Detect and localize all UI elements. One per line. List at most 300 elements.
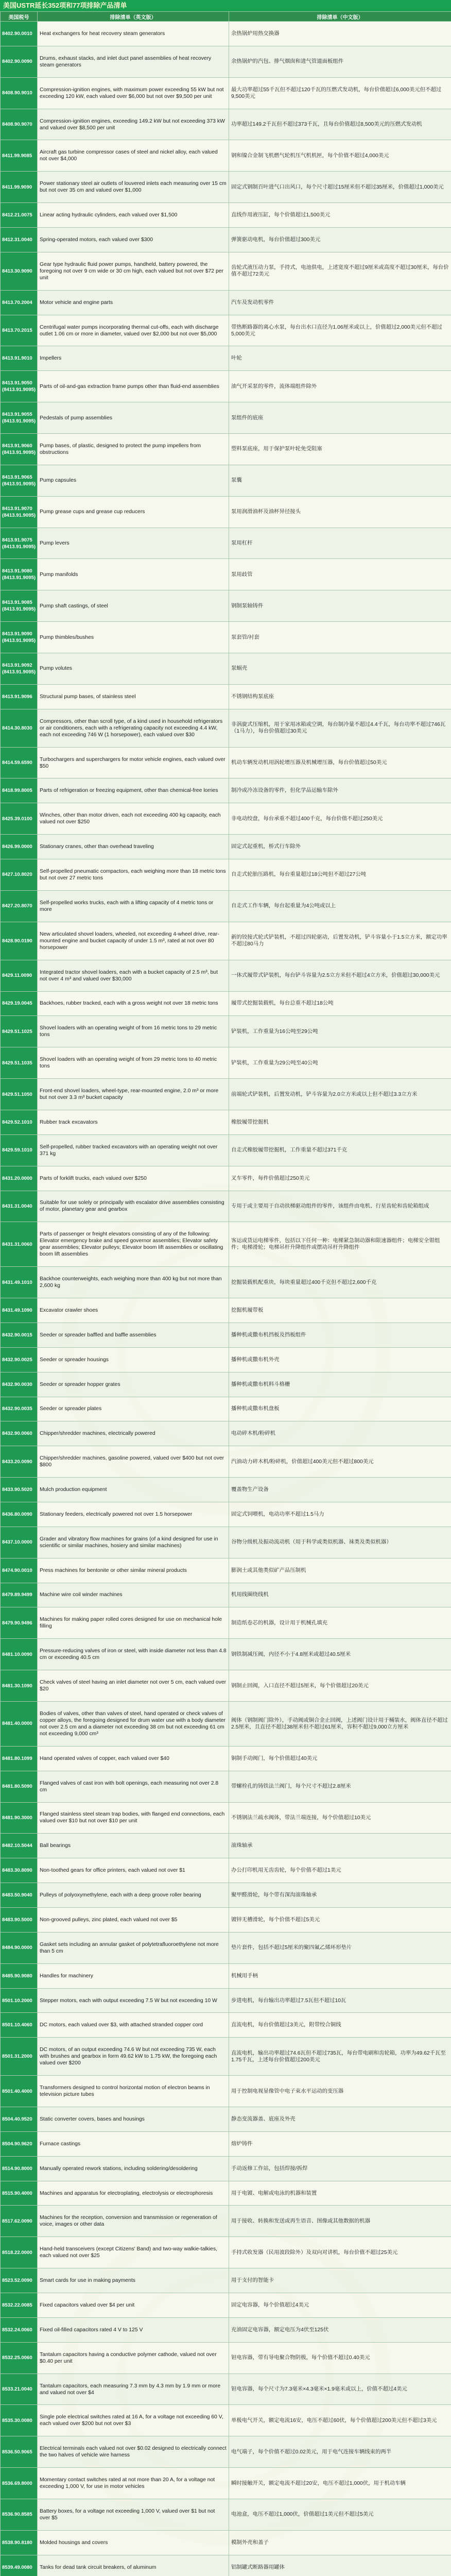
description-cn: 前端轮式铲装机，后置发动机，铲斗容量为2.0立方米或以上但不超过3.3立方米 <box>229 1079 451 1110</box>
table-row <box>1 1110 451 1134</box>
table-row <box>1 1372 451 1397</box>
hts-code: 8501.40.4000 <box>1 2076 38 2107</box>
description-en: Front-end shovel loaders, wheel-type, rear-mounted engine, 2.0 m³ or more but not over 3.3 m³ bucket capacity <box>38 1079 229 1110</box>
table-row <box>1 1134 451 1166</box>
table-row <box>1 2237 451 2268</box>
hts-code: 8431.49.1090 <box>1 1298 38 1323</box>
description-cn: 办公打印机用无齿齿轮，每个价值不超过1美元 <box>229 1858 451 1883</box>
hts-code: 8427.20.8070 <box>1 890 38 922</box>
description-en: Excavator crawler shoes <box>38 1298 229 1323</box>
table-row <box>1 2342 451 2374</box>
table-row <box>1 290 451 315</box>
description-cn: 手持式收发器（民用波段除外）及双向对讲机，每台价值不超过25美元 <box>229 2237 451 2268</box>
hts-code: 8402.90.0010 <box>1 22 38 46</box>
description-cn: 带螺栓孔的铸铁法兰阀门，每个尺寸不超过2.8厘米 <box>229 1771 451 1802</box>
description-cn: 齿轮式液压动力泵，手持式，电池供电，上述宽度不超过9厘米或高度不超过30厘米，每台价值不超过72美元 <box>229 252 451 290</box>
hts-code: 8501.10.4060 <box>1 2013 38 2038</box>
description-cn: 挖掘装载机配重块，每块重量超过400千克但不超过2,600千克 <box>229 1267 451 1298</box>
table-row <box>1 1397 451 1421</box>
description-cn: 泵用杠杆 <box>229 528 451 559</box>
description-en: Transformers designed to control horizontal motion of electron beams in television picture tubes <box>38 2076 229 2107</box>
description-cn: 步进电机，每台输出功率超过7.5瓦但不超过10瓦 <box>229 1988 451 2013</box>
description-en: Shovel loaders with an operating weight of from 29 metric tons to 40 metric tons <box>38 1047 229 1079</box>
table-row <box>1 684 451 709</box>
hts-code: 8429.19.0045 <box>1 991 38 1016</box>
description-en: Pump grease cups and grease cup reducers <box>38 496 229 528</box>
description-en: Single pole electrical switches rated at 16 A, for a voltage not exceeding 60 V, each valued over $200 but not over $3 <box>38 2405 229 2436</box>
hts-code: 8536.50.9065 <box>1 2436 38 2468</box>
table-row <box>1 1527 451 1558</box>
description-cn: 滚珠轴承 <box>229 1834 451 1858</box>
description-en: Chipper/shredder machines, gasoline powered, valued over $400 but not over $800 <box>38 1446 229 1478</box>
description-en: Linear acting hydraulic cylinders, each valued over $1,500 <box>38 203 229 228</box>
table-row <box>1 960 451 991</box>
hts-code: 8431.31.0040 <box>1 1191 38 1222</box>
description-en: Molded housings and covers <box>38 2530 229 2555</box>
description-cn: 余热锅炉用热交换器 <box>229 22 451 46</box>
table-row <box>1 1670 451 1702</box>
table-row <box>1 2038 451 2076</box>
hts-code: 8402.90.0090 <box>1 46 38 77</box>
hts-code: 8408.90.9010 <box>1 77 38 109</box>
description-en: Hand-held transceivers (except Citizens' Band) and two-way walkie-talkies, each valued not over $25 <box>38 2237 229 2268</box>
description-cn: 油气开采泵的零件，流体端组件除外 <box>229 371 451 402</box>
description-en: Parts of passenger or freight elevators consisting of any of the following: Elevator emergency brake and speed governor assemblies; Elevator safety gear assemblies; Elevator pulleys; Elevator boom lift assemblies or oscillating boom lift assemblies <box>38 1222 229 1267</box>
table-row <box>1 2107 451 2132</box>
table-row <box>1 1421 451 1446</box>
hts-code: 8433.90.5020 <box>1 1478 38 1502</box>
hts-code: 8414.30.8030 <box>1 709 38 747</box>
hts-code: 8432.90.0015 <box>1 1323 38 1347</box>
hts-code: 8408.90.9070 <box>1 109 38 140</box>
hts-code: 8523.52.0090 <box>1 2268 38 2293</box>
table-row <box>1 803 451 835</box>
description-cn: 阀体（钢制阀门除外），手动阀或铜合金止回阀，上述阀门设计用于桶装水，阀体直径不超过2.5厘米，且直径不超过38厘米但不超过61厘米，容积不超过9,000立方厘米 <box>229 1701 451 1746</box>
description-cn: 铲装机，工作重量为29公吨至40公吨 <box>229 1047 451 1079</box>
description-en: DC motors, of an output exceeding 74.6 W but not exceeding 735 W, each with brushes and gearbox in form 49.62 kW to 1.75 kW, the foregoing each valued over $200 <box>38 2038 229 2076</box>
table-row <box>1 228 451 252</box>
description-en: Gear type hydraulic fluid power pumps, handheld, battery powered, the foregoing not over 9 cm wide or 30 cm high, each valued but not over $72 per unit <box>38 252 229 290</box>
hts-code: 8413.30.9090 <box>1 252 38 290</box>
table-row <box>1 1639 451 1670</box>
description-cn: 橡胶履带挖掘机 <box>229 1110 451 1134</box>
table-row <box>1 1988 451 2013</box>
table-row <box>1 1478 451 1502</box>
description-cn: 钢制泵轴铸件 <box>229 590 451 622</box>
hts-code: 8414.59.6590 <box>1 747 38 778</box>
description-cn: 用于电镀、电解或电泳的机器和装置 <box>229 2181 451 2206</box>
hts-code: 8539.49.0080 <box>1 2555 38 2576</box>
description-cn: 静态变流器盖、底座及外壳 <box>229 2107 451 2132</box>
description-cn: 单极电气开关，额定电流16安，电压不超过60伏，每个价值超过200美元但不超过3美元 <box>229 2405 451 2436</box>
description-en: Pump capsules <box>38 465 229 496</box>
hts-code: 8533.21.0040 <box>1 2374 38 2405</box>
description-en: Manually operated rework stations, including soldering/desoldering <box>38 2156 229 2181</box>
table-row <box>1 2156 451 2181</box>
description-en: Gasket sets including an annular gasket of polytetrafluoroethylene not more than 5 cm <box>38 1932 229 1963</box>
description-en: Backhoes, rubber tracked, each with a gross weight not over 18 metric tons <box>38 991 229 1016</box>
table-row <box>1 2499 451 2531</box>
table-row <box>1 1047 451 1079</box>
description-cn: 泵组件的底座 <box>229 402 451 434</box>
description-en: Machines for making paper rolled cores designed for use on mechanical hole filling <box>38 1607 229 1639</box>
description-cn: 塑料泵底座，用于保护泵叶轮免受阻塞 <box>229 434 451 465</box>
description-en: Press machines for bentonite or other similar mineral products <box>38 1558 229 1583</box>
description-en: Parts of refrigeration or freezing equipment, other than chemical-free lorries <box>38 778 229 803</box>
hts-code: 8479.89.9499 <box>1 1583 38 1607</box>
description-en: Bodies of valves, other than valves of steel, hand operated or check valves of copper alloys, the foregoing designed for drum water use with a body diameter not over 2.5 cm and a diameter not exceeding 38 cm but not exceeding 61 cm not exceeding 9,000 cm³ <box>38 1701 229 1746</box>
hts-code: 8437.10.0000 <box>1 1527 38 1558</box>
table-row <box>1 747 451 778</box>
description-cn: 叉车零件，每件价值超过250美元 <box>229 1166 451 1191</box>
description-en: Centrifugal water pumps incorporating thermal cut-offs, each with discharge outlet 1.06 cm or more in diameter, valued over $2,000 but not over $5,000 <box>38 315 229 346</box>
table-row <box>1 2374 451 2405</box>
description-en: Rubber track excavators <box>38 1110 229 1134</box>
description-cn: 制冷或冷冻设备的零件，但化学品运输车除外 <box>229 778 451 803</box>
description-en: Integrated tractor shovel loaders, each with a bucket capacity of 2.5 m³, but not over 4 m³ and valued over $30,000 <box>38 960 229 991</box>
table-row <box>1 1701 451 1746</box>
description-en: Self-propelled pneumatic compactors, each weighing more than 18 metric tons but not over 27 metric tons <box>38 859 229 891</box>
hts-code: 8432.90.0060 <box>1 1421 38 1446</box>
description-en: Structural pump bases, of stainless steel <box>38 684 229 709</box>
description-cn: 播种机或撒布机盘板 <box>229 1397 451 1421</box>
table-row <box>1 1883 451 1908</box>
hts-code: 8413.91.9092 (8413.91.9095) <box>1 653 38 685</box>
description-cn: 用于控制电视显像管中电子束水平运动的变压器 <box>229 2076 451 2107</box>
table-row <box>1 1908 451 1933</box>
table-row <box>1 2206 451 2237</box>
description-en: Machine wire coil winder machines <box>38 1583 229 1607</box>
hts-code: 8428.90.0190 <box>1 922 38 960</box>
description-en: Backhoe counterweights, each weighing more than 400 kg but not more than 2,600 kg <box>38 1267 229 1298</box>
description-cn: 铜制手动阀门，每个价值超过40美元 <box>229 1746 451 1771</box>
hts-code: 8425.39.0100 <box>1 803 38 835</box>
description-en: Handles for machinery <box>38 1963 229 1988</box>
hts-code: 8413.91.9050 (8413.91.9095) <box>1 371 38 402</box>
description-en: Non-grooved pulleys, zinc plated, each valued not over $5 <box>38 1908 229 1933</box>
hts-code: 8504.40.9520 <box>1 2107 38 2132</box>
table-row <box>1 559 451 590</box>
hts-code: 8518.22.0000 <box>1 2237 38 2268</box>
hts-code: 8431.49.1010 <box>1 1267 38 1298</box>
description-en: Hand operated valves of copper, each valued over $40 <box>38 1746 229 1771</box>
description-en: Parts of forklift trucks, each valued over $250 <box>38 1166 229 1191</box>
hts-code: 8429.51.1025 <box>1 1016 38 1047</box>
description-en: Pump shaft castings, of steel <box>38 590 229 622</box>
table-row <box>1 172 451 203</box>
table-row <box>1 1079 451 1110</box>
description-en: Impellers <box>38 346 229 371</box>
description-en: Machines for the reception, conversion and transmission or regeneration of voice, images or other data <box>38 2206 229 2237</box>
description-cn: 汽车及发动机零件 <box>229 290 451 315</box>
hts-code: 8536.69.8000 <box>1 2468 38 2499</box>
table-row <box>1 1222 451 1267</box>
description-en: Shovel loaders with an operating weight of from 16 metric tons to 29 metric tons <box>38 1016 229 1047</box>
description-cn: 机用线圈绕线机 <box>229 1583 451 1607</box>
description-en: Seeder or spreader housings <box>38 1347 229 1372</box>
description-en: Pedestals of pump assemblies <box>38 402 229 434</box>
table-row <box>1 1834 451 1858</box>
hts-code: 8481.90.3000 <box>1 1802 38 1834</box>
hts-code: 8413.91.9090 (8413.91.9095) <box>1 622 38 653</box>
hts-code: 8481.80.1099 <box>1 1746 38 1771</box>
description-en: Self-propelled, rubber tracked excavators with an operating weight not over 371 kg <box>38 1134 229 1166</box>
hts-code: 8418.99.8005 <box>1 778 38 803</box>
description-cn: 用于支付的智能卡 <box>229 2268 451 2293</box>
description-en: Suitable for use solely or principally with escalator drive assemblies consisting of motor, planetary gear and gearbox <box>38 1191 229 1222</box>
hts-code: 8411.99.9090 <box>1 172 38 203</box>
description-cn: 弹簧驱动电机，每台价值超过300美元 <box>229 228 451 252</box>
description-cn: 新的铰接式轮式铲装机，不超过四轮驱动，后置发动机，铲斗容量小于1.5立方米，额定功率不超过80马力 <box>229 922 451 960</box>
hts-code: 8413.91.9085 (8413.91.9095) <box>1 590 38 622</box>
description-en: Non-toothed gears for office printers, each valued not over $1 <box>38 1858 229 1883</box>
description-en: Fixed oil-filled capacitors rated 4 V to 125 V <box>38 2317 229 2342</box>
description-cn: 固定式钢制百叶进气口出风口，每个尺寸超过15厘米但不超过35厘米，价值超过1,000美元 <box>229 172 451 203</box>
hts-code: 8481.10.0090 <box>1 1639 38 1670</box>
hts-code: 8479.90.9496 <box>1 1607 38 1639</box>
table-row <box>1 2293 451 2318</box>
description-en: Compressors, other than scroll type, of a kind used in household refrigerators or air conditioners, each with a refrigerating capacity not exceeding 4.4 kW, each not exceeding 746 W (1 horsepower), each valued over $30 <box>38 709 229 747</box>
description-cn: 镀锌无槽滑轮，每个价值不超过5美元 <box>229 1908 451 1933</box>
description-cn: 挖掘机履带板 <box>229 1298 451 1323</box>
hts-code: 8427.10.8020 <box>1 859 38 891</box>
table-row <box>1 46 451 77</box>
description-cn: 固定式饲喂机，电动功率不超过1.5马力 <box>229 1502 451 1527</box>
description-cn: 泵套管/衬套 <box>229 622 451 653</box>
description-cn: 播种机或撒布机料斗格栅 <box>229 1372 451 1397</box>
description-cn: 播种机或撒布机挡板及挡板组件 <box>229 1323 451 1347</box>
hts-code: 8538.90.8180 <box>1 2530 38 2555</box>
table-row <box>1 1963 451 1988</box>
hts-code: 8483.50.9040 <box>1 1883 38 1908</box>
description-cn: 带热断路器的离心水泵，每台出水口直径为1.06厘米或以上，价值超过2,000美元但不超过5,000美元 <box>229 315 451 346</box>
description-cn: 铲装机，工作重量为16公吨至29公吨 <box>229 1016 451 1047</box>
hts-code: 8413.91.9096 <box>1 684 38 709</box>
description-cn: 瞬时接触开关，额定电流不超过20安，电压不超过1,000伏，用于机动车辆 <box>229 2468 451 2499</box>
description-cn: 固定电容器，每个价值超过4美元 <box>229 2293 451 2318</box>
table-row <box>1 1583 451 1607</box>
table-row <box>1 77 451 109</box>
description-cn: 用于接收、转换和发送或再生语音、图像或其他数据的机器 <box>229 2206 451 2237</box>
table-row <box>1 371 451 402</box>
hts-code: 8429.52.1010 <box>1 1110 38 1134</box>
description-cn: 叶轮 <box>229 346 451 371</box>
description-en: Fixed capacitors valued over $4 per unit <box>38 2293 229 2318</box>
table-row <box>1 653 451 685</box>
description-en: Drums, exhaust stacks, and inlet duct panel assemblies of heat recovery steam generators <box>38 46 229 77</box>
table-row <box>1 1347 451 1372</box>
hts-code: 8413.70.2015 <box>1 315 38 346</box>
hts-code: 8483.30.8090 <box>1 1858 38 1883</box>
table-row <box>1 252 451 290</box>
description-en: Momentary contact switches rated at not more than 20 A, for a voltage not exceeding 1,000 V, for use in motor vehicles <box>38 2468 229 2499</box>
description-en: Parts of oil-and-gas extraction frame pumps other than fluid-end assemblies <box>38 371 229 402</box>
description-en: Smart cards for use in making payments <box>38 2268 229 2293</box>
table-row <box>1 2013 451 2038</box>
description-en: Check valves of steel having an inlet diameter not over 5 cm, each valued over $20 <box>38 1670 229 1702</box>
description-cn: 直线作用液压缸，每个价值超过1,500美元 <box>229 203 451 228</box>
table-row <box>1 2076 451 2107</box>
description-cn: 一体式履带式铲装机，每台铲斗容量为2.5立方米但不超过4立方米，价值超过30,000美元 <box>229 960 451 991</box>
hts-code: 8429.59.1010 <box>1 1134 38 1166</box>
table-row <box>1 1932 451 1963</box>
table-row <box>1 1858 451 1883</box>
table-row <box>1 709 451 747</box>
description-cn: 钽电容器，带有导电聚合物阴极，每个价值不超过0.40美元 <box>229 2342 451 2374</box>
description-en: Pump thimbles/bushes <box>38 622 229 653</box>
hts-code: 8413.91.9060 (8413.91.9095) <box>1 434 38 465</box>
hts-code: 8532.22.0085 <box>1 2293 38 2318</box>
hts-code: 8413.91.9055 (8413.91.9095) <box>1 402 38 434</box>
table-row <box>1 1771 451 1802</box>
hts-code: 8485.90.9080 <box>1 1963 38 1988</box>
table-row <box>1 778 451 803</box>
hts-code: 8501.10.2000 <box>1 1988 38 2013</box>
hts-code: 8429.51.1035 <box>1 1047 38 1079</box>
table-row <box>1 1446 451 1478</box>
hts-code: 8515.90.4000 <box>1 2181 38 2206</box>
description-en: Flanged valves of cast iron with bolt openings, each measuring not over 2.8 cm <box>38 1771 229 1802</box>
table-row <box>1 1166 451 1191</box>
table-row <box>1 1746 451 1771</box>
description-en: Chipper/shredder machines, electrically powered <box>38 1421 229 1446</box>
description-en: Tantalum capacitors, each measuring 7.3 mm by 4.3 mm by 1.9 mm or more and valued not over $4 <box>38 2374 229 2405</box>
description-en: Self-propelled works trucks, each with a lifting capacity of 4 metric tons or more <box>38 890 229 922</box>
description-cn: 钢制止回阀，入口直径不超过5厘米，每个价值超过20美元 <box>229 1670 451 1702</box>
table-row <box>1 1558 451 1583</box>
description-en: Mulch production equipment <box>38 1478 229 1502</box>
table-row <box>1 109 451 140</box>
description-cn: 手动返修工作站，包括焊接/拆焊 <box>229 2156 451 2181</box>
description-en: Spring-operated motors, each valued over $300 <box>38 228 229 252</box>
description-en: Stationary cranes, other than overhead traveling <box>38 835 229 859</box>
hts-code: 8432.90.0030 <box>1 1372 38 1397</box>
description-cn: 膨润土或其他类似矿产品压制机 <box>229 1558 451 1583</box>
table-row <box>1 2468 451 2499</box>
description-cn: 功率超过149.2千瓦但不超过373千瓦，且每台价值超过8,500美元的压燃式发动机 <box>229 109 451 140</box>
table-row <box>1 922 451 960</box>
description-en: Seeder or spreader hopper grates <box>38 1372 229 1397</box>
table-row <box>1 2181 451 2206</box>
description-cn: 非涡旋式压缩机，用于家用冰箱或空调，每台制冷量不超过4.4千瓦，每台功率不超过746瓦（1马力），每台价值超过30美元 <box>229 709 451 747</box>
description-cn: 谷物分级机及振动流动机（用于科学或类似机器、袜类及类似机器） <box>229 1527 451 1558</box>
description-cn: 专用于或主要用于自动扶梯驱动组件的零件，该组件由电机、行星齿轮和齿轮箱组成 <box>229 1191 451 1222</box>
hts-code: 8514.90.8000 <box>1 2156 38 2181</box>
table-row <box>1 1016 451 1047</box>
description-en: Power stationary steel air outlets of louvered inlets each measuring over 15 cm but not over 35 cm and valued over $1,000 <box>38 172 229 203</box>
header-description-en: 排除清单（英文版） <box>38 12 229 22</box>
hts-code: 8433.20.0090 <box>1 1446 38 1478</box>
description-cn: 泵用歧管 <box>229 559 451 590</box>
description-cn: 固定式起重机，桥式行车除外 <box>229 835 451 859</box>
description-en: Pump volutes <box>38 653 229 685</box>
hts-code: 8429.51.1050 <box>1 1079 38 1110</box>
table-row <box>1 402 451 434</box>
description-cn: 垫片套件，包括不超过5厘米的聚四氟乙烯环形垫片 <box>229 1932 451 1963</box>
description-cn: 钢和镍合金制飞机燃气轮机压气机机匣，每个价值不超过4,000美元 <box>229 140 451 172</box>
description-en: Compression-ignition engines, with maximum power exceeding 55 kW but not exceeding 120 kW, each valued over $6,000 but not over $9,500 per unit <box>38 77 229 109</box>
description-en: Stepper motors, each with output exceeding 7.5 W but not exceeding 10 W <box>38 1988 229 2013</box>
description-cn: 直流电机，输出功率超过74.6瓦但不超过735瓦，每台带电刷和齿轮箱，功率为49.62千瓦至1.75千瓦，上述每台价值超过200美元 <box>229 2038 451 2076</box>
table-row <box>1 835 451 859</box>
description-en: Pump levers <box>38 528 229 559</box>
description-cn: 覆盖物生产设备 <box>229 1478 451 1502</box>
hts-code: 8413.91.9075 (8413.91.9095) <box>1 528 38 559</box>
description-en: Electrical terminals each valued not over $0.02 designed to electrically connect the two halves of vehicle wire harness <box>38 2436 229 2468</box>
description-cn: 非电动绞盘，每台承重不超过400千克，每台价值不超过250美元 <box>229 803 451 835</box>
description-cn: 播种机或撒布机外壳 <box>229 1347 451 1372</box>
description-en: Grader and vibratory flow machines for grains (of a kind designed for use in scientific or similar machines, hosiery and similar machines) <box>38 1527 229 1558</box>
table-row <box>1 1267 451 1298</box>
table-row <box>1 622 451 653</box>
hts-code: 8517.62.0090 <box>1 2206 38 2237</box>
hts-code: 8431.31.0060 <box>1 1222 38 1267</box>
table-row <box>1 1298 451 1323</box>
description-cn: 自走式橡胶履带挖掘机，工作重量不超过371千克 <box>229 1134 451 1166</box>
description-cn: 泵蜗壳 <box>229 653 451 685</box>
description-en: Compression-ignition engines, exceeding 149.2 kW but not exceeding 373 kW and valued over $8,500 per unit <box>38 109 229 140</box>
description-cn: 自走式轮胎压路机，每台重量超过18公吨但不超过27公吨 <box>229 859 451 891</box>
description-cn: 自走式工作车辆，每台起重量为4公吨或以上 <box>229 890 451 922</box>
hts-code: 8412.31.0040 <box>1 228 38 252</box>
hts-code: 8481.30.1090 <box>1 1670 38 1702</box>
description-en: Pump bases, of plastic, designed to protect the pump impellers from obstructions <box>38 434 229 465</box>
description-en: Heat exchangers for heat recovery steam generators <box>38 22 229 46</box>
description-cn: 汽油动力碎木机/粉碎机，价值超过400美元但不超过800美元 <box>229 1446 451 1478</box>
hts-code: 8482.10.5044 <box>1 1834 38 1858</box>
table-row <box>1 1191 451 1222</box>
table-row <box>1 315 451 346</box>
hts-code: 8429.11.0090 <box>1 960 38 991</box>
hts-code: 8474.90.0010 <box>1 1558 38 1583</box>
description-en: Seeder or spreader baffled and baffle assemblies <box>38 1323 229 1347</box>
table-row <box>1 590 451 622</box>
description-en: Static converter covers, bases and housings <box>38 2107 229 2132</box>
description-cn: 电池盒，电压不超过1,000伏，价值超过1美元但不超过5美元 <box>229 2499 451 2531</box>
hts-code: 8501.31.2000 <box>1 2038 38 2076</box>
description-en: Seeder or spreader plates <box>38 1397 229 1421</box>
table-row <box>1 528 451 559</box>
table-row <box>1 2317 451 2342</box>
header-description-cn: 排除清单（中文版） <box>229 12 451 22</box>
description-cn: 余热锅炉的汽包、排气烟囱和进气管道面板组件 <box>229 46 451 77</box>
page-title: 美国USTR延长352项和77项排除产品清单 <box>0 0 451 11</box>
description-en: Turbochargers and superchargers for motor vehicle engines, each valued over $50 <box>38 747 229 778</box>
description-cn: 铝制罐式断路器用罐体 <box>229 2555 451 2576</box>
table-row <box>1 991 451 1016</box>
description-cn: 电气端子，每个价值不超过0.02美元，用于电气连接车辆线束的两半 <box>229 2436 451 2468</box>
description-en: Stationary feeders, electrically powered not over 1.5 horsepower <box>38 1502 229 1527</box>
hts-code: 8481.80.5090 <box>1 1771 38 1802</box>
table-row <box>1 1607 451 1639</box>
table-row <box>1 2131 451 2156</box>
hts-code: 8432.90.0035 <box>1 1397 38 1421</box>
table-row <box>1 1802 451 1834</box>
description-cn: 直流电机，每台价值超过3美元，附带绞合铜线 <box>229 2013 451 2038</box>
table-row <box>1 203 451 228</box>
description-en: DC motors, each valued over $3, with attached stranded copper cord <box>38 2013 229 2038</box>
hts-code: 8431.20.0000 <box>1 1166 38 1191</box>
hts-code: 8413.91.9080 (8413.91.9095) <box>1 559 38 590</box>
table-row <box>1 2405 451 2436</box>
description-en: Battery boxes, for a voltage not exceeding 1,000 V, valued over $1 but not over $5 <box>38 2499 229 2531</box>
hts-code: 8532.25.0060 <box>1 2342 38 2374</box>
description-cn: 聚甲醛滑轮，每个带有深沟滚珠轴承 <box>229 1883 451 1908</box>
table-row <box>1 346 451 371</box>
table-row <box>1 2436 451 2468</box>
description-en: Machines and apparatus for electroplating, electrolysis or electrophoresis <box>38 2181 229 2206</box>
description-en: Aircraft gas turbine compressor cases of steel and nickel alloy, each valued not over $4,000 <box>38 140 229 172</box>
